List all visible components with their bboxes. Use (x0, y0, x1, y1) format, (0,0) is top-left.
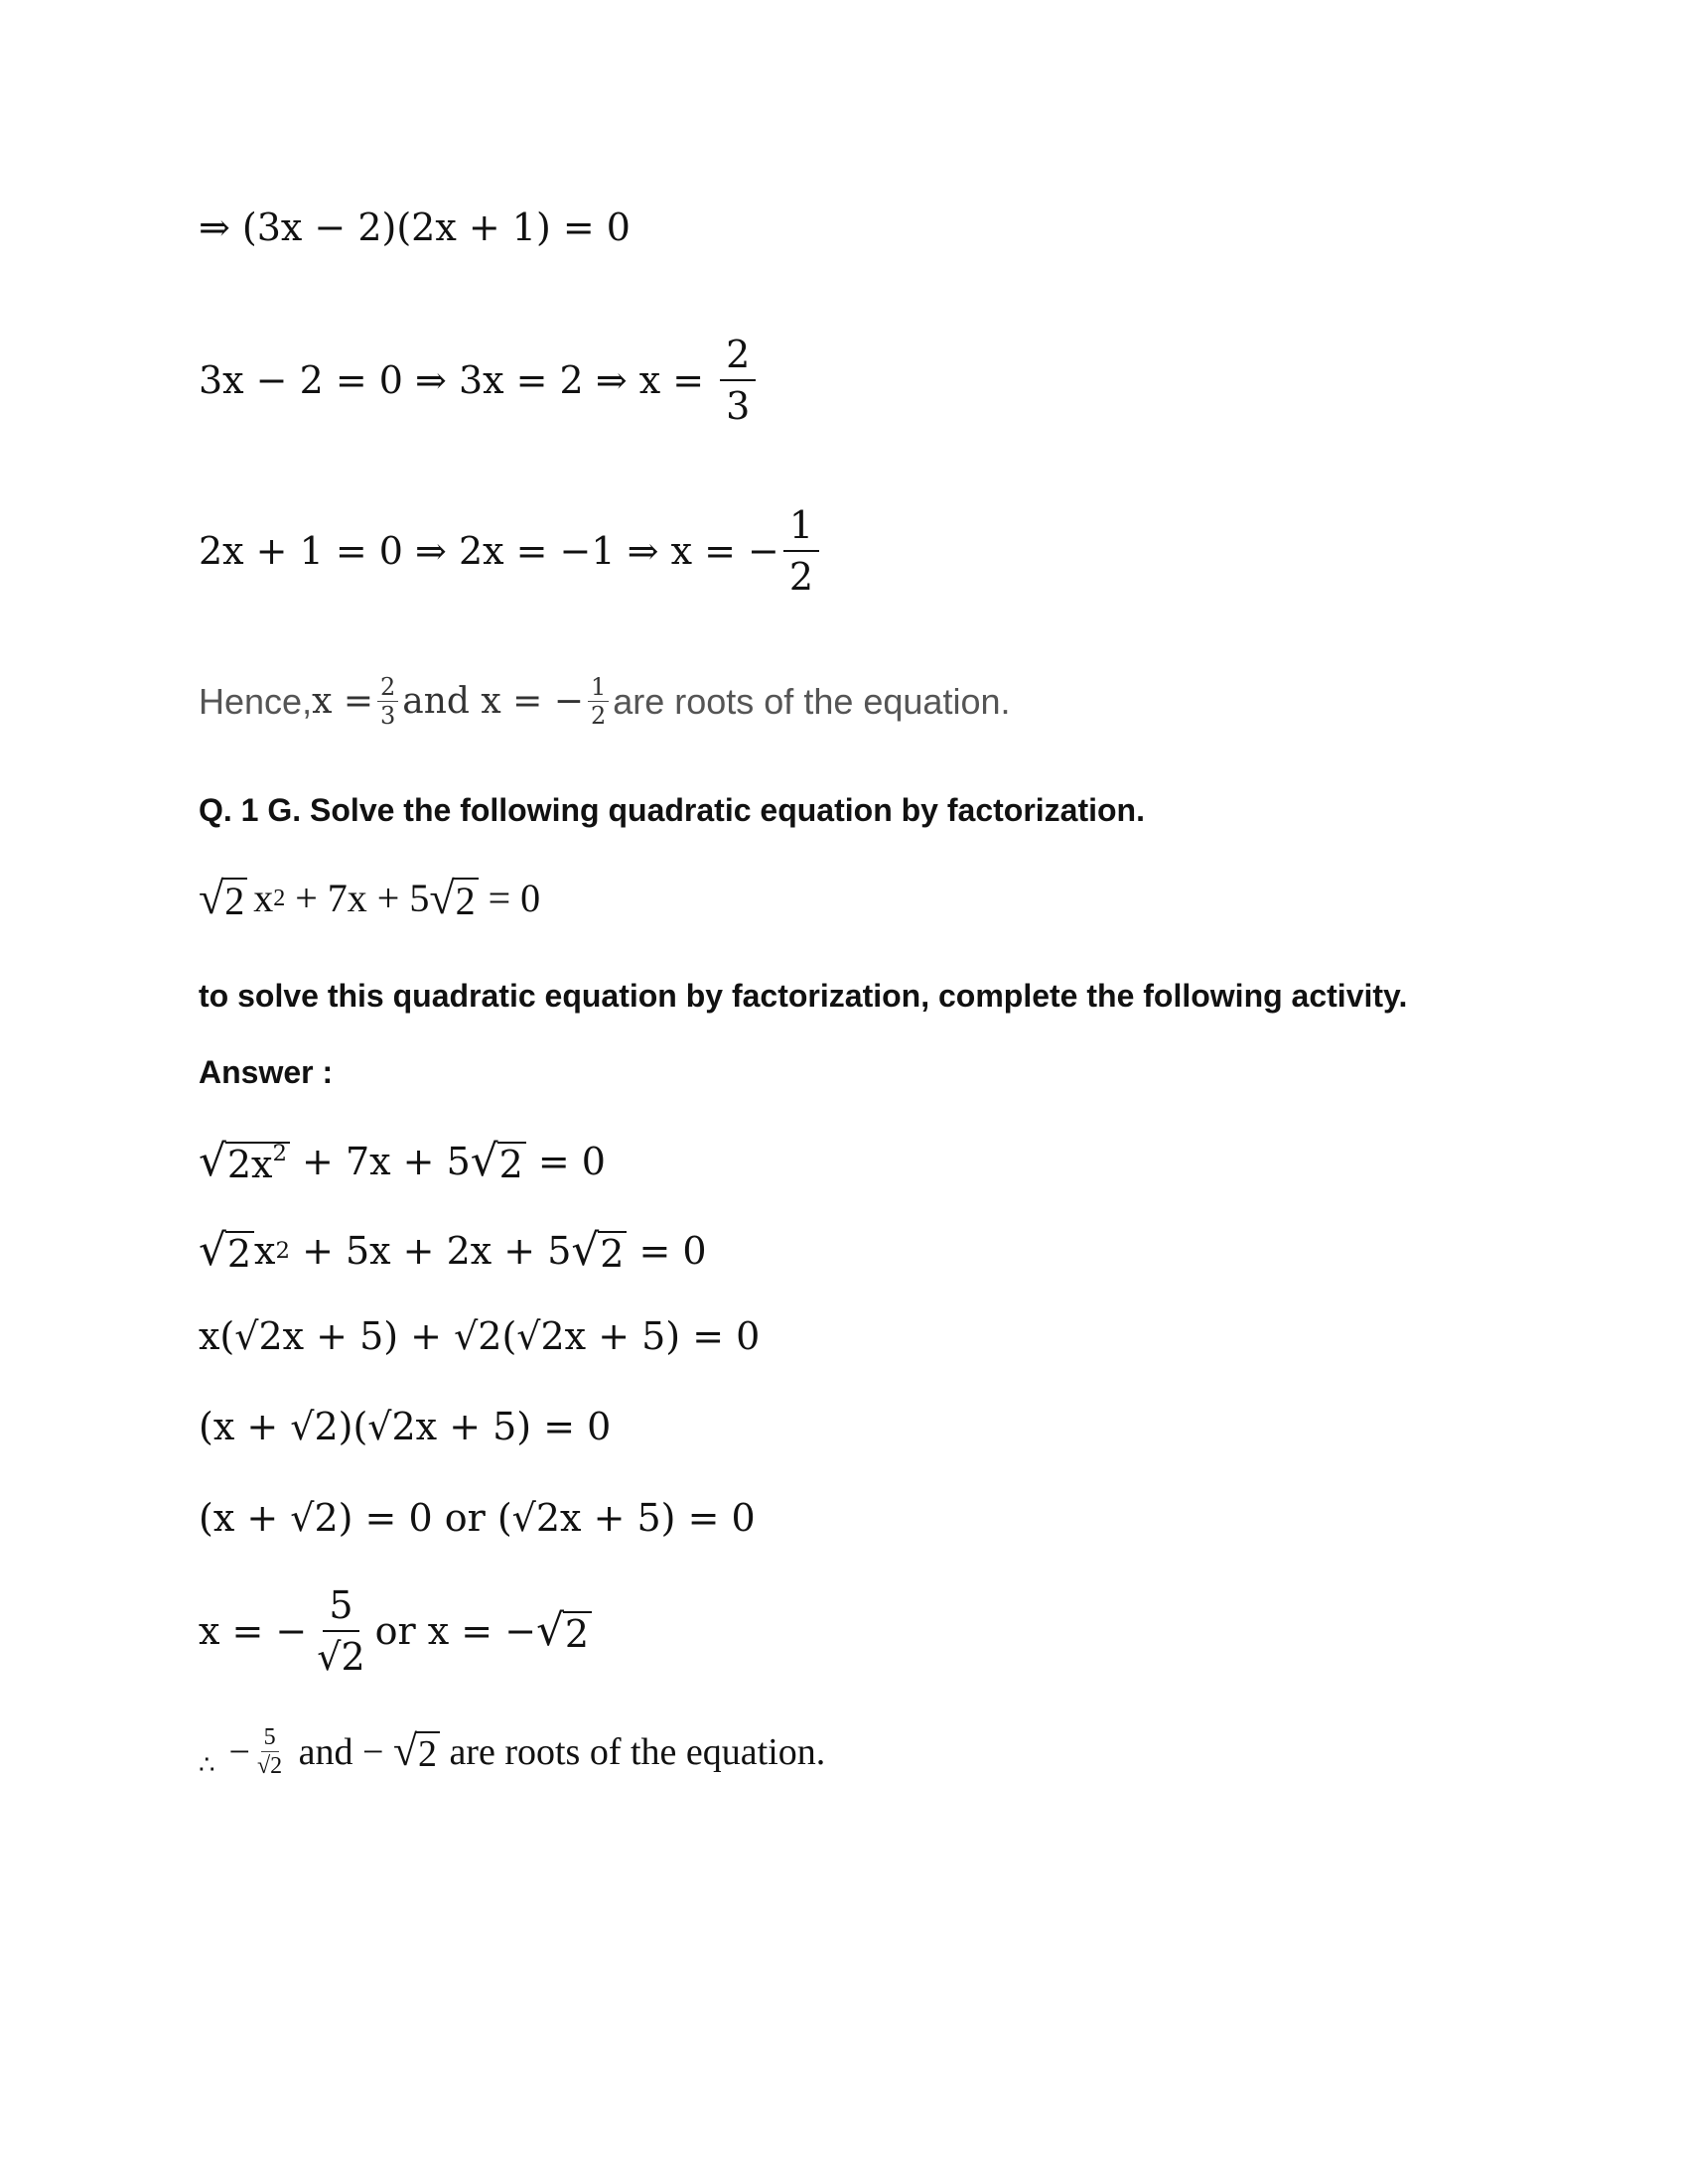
answer-step-4 (199, 1405, 612, 1448)
sqrt-radicand: 2 (225, 1231, 254, 1273)
equation-factored-text: ⇒ (3x − 2)(2x + 1) = 0 (199, 205, 631, 249)
variable-x: x (254, 1228, 276, 1273)
fraction-denominator: 2 (788, 555, 814, 599)
conclusion-suffix: are roots of the equation. (439, 1730, 826, 1773)
fraction-numerator: 2 (720, 336, 756, 381)
answer-step-1 (199, 1136, 606, 1186)
sqrt-radicand: 2 (454, 878, 479, 921)
minus-sign: − (228, 1730, 250, 1773)
answer-step-2: √ 2 x 2 + 5x + 2x + 5 √ 2 = 0 (199, 1225, 707, 1276)
equation-root-two (199, 503, 823, 599)
fraction-denominator: 3 (380, 702, 396, 730)
hence-prefix: Hence, (199, 680, 313, 722)
sqrt-2x-squared: √ $2x^2$ (199, 1140, 290, 1183)
answer-step-4-text: (x + √2)(√2x + 5) = 0 (199, 1405, 612, 1448)
answer-step-5-text: (x + √2) = 0 or (√2x + 5) = 0 (199, 1496, 756, 1540)
answer-step-6-left: x = − (199, 1609, 308, 1653)
hence-x1: x = (312, 680, 373, 722)
exponent: 2 (272, 1140, 287, 1166)
answer-step-3 (199, 1314, 761, 1358)
fraction-denominator: 2 (590, 702, 607, 730)
conclusion-and: and − (289, 1730, 393, 1773)
answer-step-2-middle: + 5x + 2x + 5 (289, 1228, 572, 1273)
answer-step-3-text: x(√2x + 5) + √2(√2x + 5) = 0 (199, 1314, 761, 1358)
answer-step-5 (199, 1496, 756, 1540)
sqrt-two: √ 2 (571, 1229, 627, 1273)
hence-statement (199, 675, 1011, 728)
fraction-five-over-root-two (311, 1583, 370, 1679)
variable-x: x (253, 876, 274, 920)
answer-step-1-end: = 0 (525, 1139, 606, 1183)
fraction-numerator: 5 (261, 1725, 279, 1752)
sqrt-radicand: 2 (598, 1231, 627, 1273)
equation-middle: + 7x + 5 (285, 876, 430, 920)
hence-fraction-one-half (588, 675, 609, 728)
answer-step-6-middle: or x = − (374, 1609, 537, 1653)
fraction-numerator: 5 (323, 1586, 358, 1632)
answer-label: Answer : (199, 1054, 334, 1090)
fraction-denominator: √2 (317, 1635, 365, 1679)
question-title: Q. 1 G. Solve the following quadratic equation by factorization. (199, 792, 1145, 828)
sqrt-two: √ 2 (429, 876, 478, 921)
sqrt-radicand: 2 (563, 1611, 592, 1653)
equation-root-two-left: 2x + 1 = 0 ⇒ 2x = −1 ⇒ x = − (199, 529, 779, 573)
answer-step-1-middle: + 7x + 5 (289, 1139, 471, 1183)
sqrt-radicand: 2 (497, 1142, 526, 1183)
equation-factored (199, 205, 631, 249)
sqrt-radicand: 2 (416, 1731, 440, 1773)
sqrt-two: √ 2 (393, 1730, 440, 1774)
fraction-denominator: 3 (726, 384, 751, 428)
fraction-numerator: 1 (588, 675, 609, 702)
sqrt-two: √ 2 (199, 876, 247, 921)
sqrt-radicand: 2 (222, 878, 247, 921)
equation-end: = 0 (478, 876, 541, 920)
question-instruction: to solve this quadratic equation by factorization, complete the following activity. (199, 978, 1408, 1014)
hence-suffix: are roots of the equation. (613, 680, 1011, 722)
fraction-five-over-root-two-small (254, 1725, 285, 1778)
question-equation: √ 2 x 2 + 7x + 5 √ 2 = 0 (199, 873, 541, 923)
hence-fraction-two-thirds (377, 675, 398, 728)
sqrt-two: √ 2 (199, 1229, 254, 1273)
sqrt-two: √ 2 (471, 1140, 526, 1183)
sqrt-two: √ 2 (536, 1609, 592, 1653)
fraction-denominator: √2 (256, 1753, 283, 1779)
fraction-numerator: 2 (377, 675, 398, 702)
fraction-numerator: 1 (783, 506, 819, 552)
equation-root-one (199, 333, 760, 428)
sqrt-radicand: 2x (226, 1142, 273, 1186)
answer-step-2-end: = 0 (627, 1228, 707, 1273)
therefore-symbol: ∴ (199, 1750, 215, 1779)
conclusion (199, 1725, 825, 1778)
equation-root-one-left: 3x − 2 = 0 ⇒ 3x = 2 ⇒ x = (199, 358, 705, 402)
hence-and: and x = − (402, 680, 584, 722)
fraction-two-thirds (720, 333, 756, 428)
answer-step-6 (199, 1583, 592, 1679)
fraction-one-half (783, 503, 819, 599)
